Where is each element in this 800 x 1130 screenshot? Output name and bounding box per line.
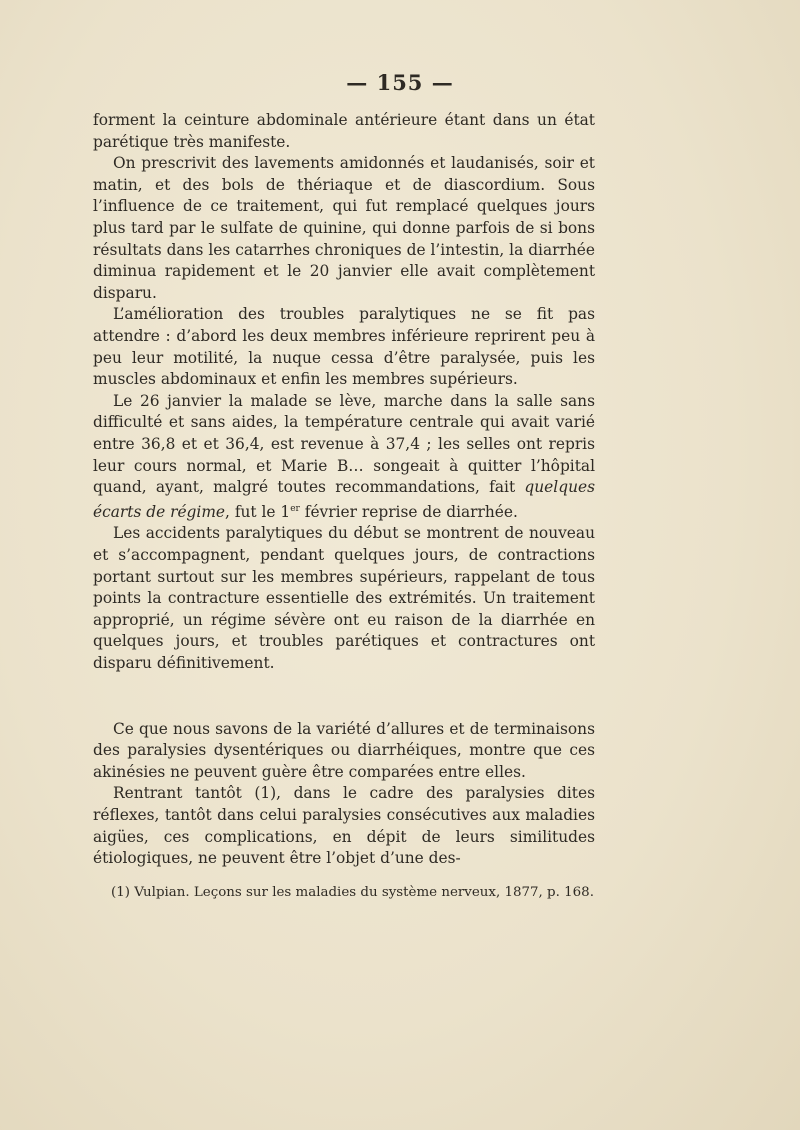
- paragraph-5: Les accidents paralytiques du début se montrent de nouveau et s’accompagnent, pendant quelques jours, de contractions portant surtout sur les membres supérieurs, rappelant de tous points la contracture essentielle des extrémités. Un traitement approprié, un régime sévère ont eu raison de la diarrhée en quelques jours, et troubles parétiques et contractures ont disparu définitivement.: [93, 524, 595, 672]
- paragraph-4-text: Le 26 janvier la malade se lève, marche dans la salle sans difficulté et sans aides, la température centrale qui avait varié entre 36,8 et et 36,4, est revenue à 37,4 ; les selles ont repris leur cours normal, et Marie B… songeait à quitter l’hôpital quand, ayant, malgré toutes recommandations, fait: [93, 391, 595, 497]
- footnote: [93, 883, 595, 902]
- page-number: — 155 —: [346, 70, 454, 95]
- paragraph-4-superscript: er: [290, 503, 300, 514]
- paragraph-2: On prescrivit des lavements amidonnés et laudanisés, soir et matin, et des bols de thériaque et de diascordium. Sous l’influence de ce traitement, qui fut remplacé quelques jours plus tard par le sulfate de quinine, qui donne parfois de si bons résultats dans les catarrhes chroniques de l’intestin, la diarrhée diminua rapidement et le 20 janvier elle avait complètement disparu.: [93, 154, 595, 302]
- paragraph-6: Ce que nous savons de la variété d’allures et de terminaisons des paralysies dysentériques ou diarrhéiques, montre que ces akinésies ne peuvent guère être comparées entre elles.: [93, 719, 595, 781]
- section-gap: [93, 675, 595, 719]
- footnote-text: (1) Vulpian. Leçons sur les maladies du système nerveux, 1877, p. 168.: [111, 885, 594, 900]
- paragraph-4: [93, 391, 595, 524]
- paragraph-1: forment la ceinture abdominale antérieure étant dans un état parétique très manifeste.: [93, 111, 595, 151]
- paragraph-3: L’amélioration des troubles paralytiques ne se fit pas attendre : d’abord les deux membres inférieure reprirent peu à peu leur motilité, la nuque cessa d’être paralysée, puis les muscles abdominaux et enfin les membres supérieurs.: [93, 305, 595, 389]
- main-text: [93, 110, 595, 870]
- paragraph-7: Rentrant tantôt (1), dans le cadre des paralysies dites réflexes, tantôt dans celui paralysies consécutives aux maladies aigües, ces complications, en dépit de leurs similitudes étiologiques, ne peuvent être l’objet d’une des-: [93, 784, 595, 868]
- paragraph-4-text-3: février reprise de diarrhée.: [299, 502, 518, 521]
- paragraph-4-text-2: , fut le 1: [225, 502, 291, 521]
- paragraph-4-emphasis: quelques écarts de régime: [93, 478, 595, 521]
